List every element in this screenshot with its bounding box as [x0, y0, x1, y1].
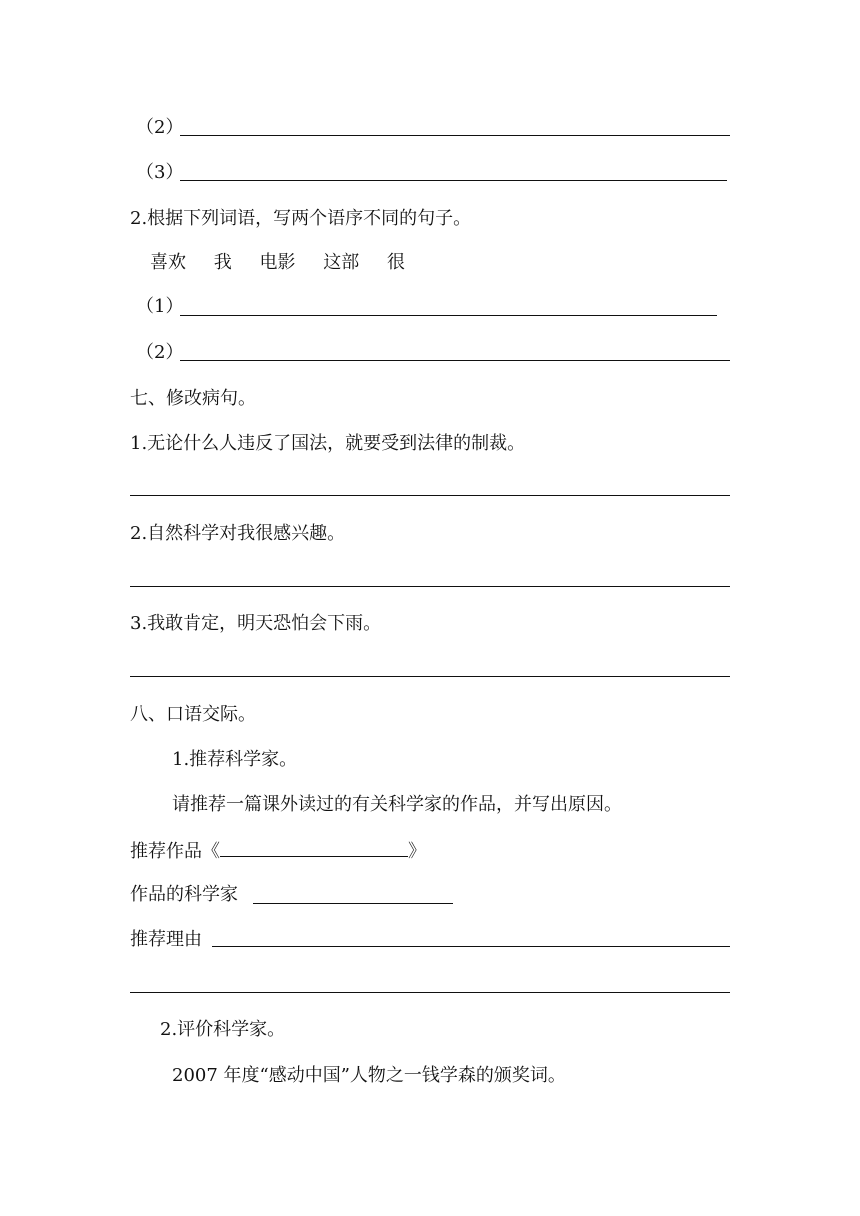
instruction-text: 请推荐一篇课外读过的有关科学家的作品，并写出原因。 [172, 794, 622, 815]
word-item: 电影 [259, 252, 296, 273]
reason-line[interactable] [130, 992, 730, 993]
work-label: 推荐作品《 [130, 841, 220, 862]
answer-label: （2） [136, 117, 184, 138]
work-label-close: 》 [408, 841, 426, 862]
word-item: 很 [386, 252, 405, 273]
question-prompt: 2.根据下列词语，写两个语序不同的句子。 [130, 208, 472, 229]
answer-line[interactable] [180, 135, 730, 136]
answer-label: （3） [136, 162, 184, 183]
reason-label: 推荐理由 [130, 929, 202, 950]
subsection-title: 2.评价科学家。 [160, 1019, 286, 1040]
scientist-blank[interactable] [253, 903, 453, 904]
reason-line[interactable] [212, 946, 730, 947]
sentence-item: 2.自然科学对我很感兴趣。 [130, 523, 346, 544]
answer-label: （1） [136, 296, 184, 317]
answer-line[interactable] [180, 360, 730, 361]
sentence-item: 3.我敢肯定，明天恐怕会下雨。 [130, 613, 382, 634]
answer-label: （2） [136, 342, 184, 363]
section-heading: 八、口语交际。 [130, 704, 256, 725]
answer-line[interactable] [180, 315, 717, 316]
word-list [150, 251, 427, 275]
work-field-row [130, 838, 426, 864]
answer-line[interactable] [130, 495, 730, 496]
answer-line[interactable] [130, 586, 730, 587]
word-item: 我 [213, 252, 232, 273]
section-heading: 七、修改病句。 [130, 388, 256, 409]
word-item: 喜欢 [150, 252, 186, 273]
instruction-text: 2007 年度“感动中国”人物之一钱学森的颁奖词。 [172, 1065, 566, 1086]
work-title-blank[interactable] [220, 838, 408, 857]
answer-line[interactable] [180, 180, 727, 181]
answer-line[interactable] [130, 676, 730, 677]
scientist-label: 作品的科学家 [130, 884, 238, 905]
sentence-item: 1.无论什么人违反了国法，就要受到法律的制裁。 [130, 433, 526, 454]
word-item: 这部 [323, 252, 360, 273]
subsection-title: 1.推荐科学家。 [172, 749, 298, 770]
